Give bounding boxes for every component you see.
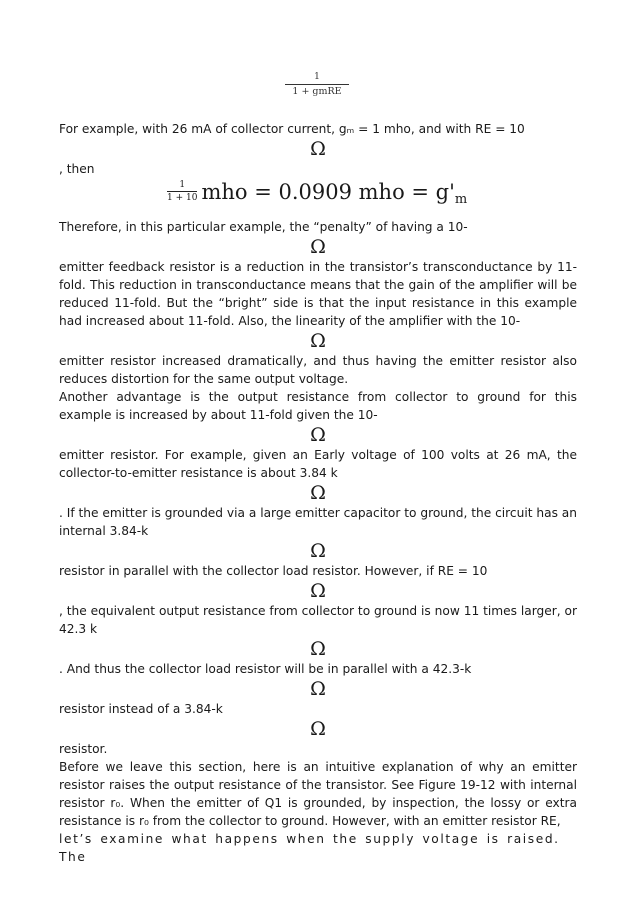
document-page [59, 72, 577, 866]
equation-body: mho = 0.0909 mho = g' [201, 180, 455, 204]
paragraph-text: emitter resistor increased dramatically, and thus having the emitter resistor also reduces distortion for the same output voltage. [59, 354, 577, 386]
equation-fraction-gm [59, 72, 577, 118]
paragraph-text: . And thus the collector load resistor will be in parallel with a 42.3-k [59, 662, 472, 676]
paragraph-text: let’s examine what happens when the supply voltage is raised. The [59, 832, 560, 864]
text-line: , then [59, 162, 95, 176]
paragraph-text: Another advantage is the output resistance from collector to ground for this example is increased by about 11-fold given the 10- [59, 390, 577, 422]
equation-subscript: m [454, 191, 468, 207]
equation-transconductance [59, 178, 577, 218]
ohm-symbol: Ω [310, 580, 326, 602]
ohm-symbol: Ω [310, 638, 326, 660]
fraction [285, 72, 349, 98]
fraction-denominator: 1 + gmRE [292, 86, 342, 97]
ohm-symbol: Ω [310, 330, 326, 352]
ohm-symbol: Ω [310, 482, 326, 504]
paragraph-text: emitter feedback resistor is a reduction in the transistor’s transconductance by 11-fold. This reduction in transconductance means that the gain of the amplifier will be reduced 11-fold. But the “bright” side is that the input resistance in this example had increased about 11-fold. Also, the linearity of the amplifier with the 10- [59, 260, 577, 328]
ohm-symbol: Ω [310, 236, 326, 258]
paragraph-text: resistor. [59, 742, 108, 756]
fraction-numerator: 1 [285, 72, 349, 85]
paragraph-text: Therefore, in this particular example, the “penalty” of having a 10- [59, 220, 468, 234]
equation [167, 180, 468, 207]
paragraph-text: Before we leave this section, here is an intuitive explanation of why an emitter resistor raises the output resistance of the transistor. See Figure 19-12 with internal resistor r₀. When the emitter of Q1 is grounded, by inspection, the lossy or extra resistance is r₀ from the collector to ground. However, with an emitter resistor RE, [59, 760, 577, 828]
fraction-denominator: 1 + 10 [167, 193, 198, 203]
ohm-symbol: Ω [310, 138, 326, 160]
text-line: For example, with 26 mA of collector current, gₘ = 1 mho, and with RE = 10 [59, 122, 525, 136]
paragraph-text: . If the emitter is grounded via a large emitter capacitor to ground, the circuit has an internal 3.84-k [59, 506, 577, 538]
ohm-symbol: Ω [310, 678, 326, 700]
ohm-symbol: Ω [310, 424, 326, 446]
ohm-symbol: Ω [310, 540, 326, 562]
paragraph-text: , the equivalent output resistance from collector to ground is now 11 times larger, or 42.3 k [59, 604, 577, 636]
fraction [167, 180, 197, 204]
paragraph-text: emitter resistor. For example, given an Early voltage of 100 volts at 26 mA, the collector-to-emitter resistance is about 3.84 k [59, 448, 577, 480]
paragraph-text: resistor in parallel with the collector load resistor. However, if RE = 10 [59, 564, 488, 578]
paragraph-text: resistor instead of a 3.84-k [59, 702, 223, 716]
fraction-numerator: 1 [167, 180, 197, 192]
ohm-symbol: Ω [310, 718, 326, 740]
